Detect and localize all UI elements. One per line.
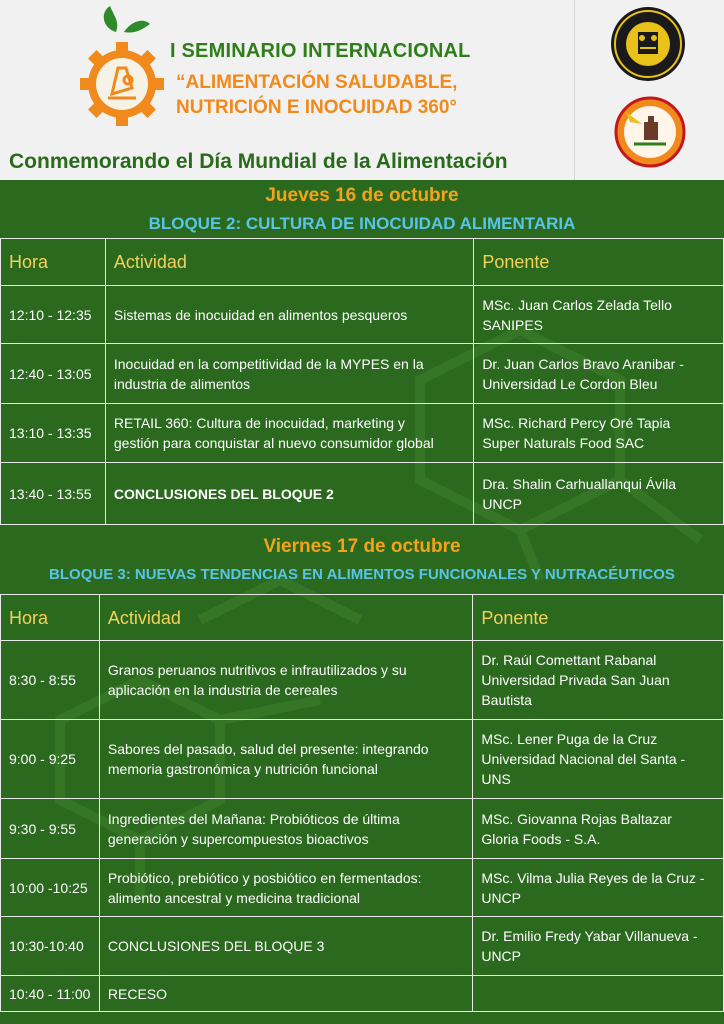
col-header-ponente: Ponente bbox=[473, 595, 724, 641]
col-header-ponente: Ponente bbox=[474, 239, 724, 286]
header-divider bbox=[574, 0, 575, 180]
col-header-actividad: Actividad bbox=[99, 595, 472, 641]
row-time: 9:30 - 9:55 bbox=[1, 799, 100, 859]
day1-date: Jueves 16 de octubre bbox=[265, 185, 459, 206]
row-speaker: Dr. Raúl Comettant Rabanal Universidad Privada San Juan Bautista bbox=[473, 641, 724, 720]
seminar-title: I SEMINARIO INTERNACIONAL bbox=[170, 40, 471, 62]
row-activity: CONCLUSIONES DEL BLOQUE 2 bbox=[105, 463, 473, 525]
row-time: 13:40 - 13:55 bbox=[1, 463, 106, 525]
day1-block-title: BLOQUE 2: CULTURA DE INOCUIDAD ALIMENTARIA bbox=[148, 214, 576, 233]
header-banner bbox=[0, 0, 724, 180]
row-speaker: Dr. Juan Carlos Bravo Aranibar - Universidad Le Cordon Bleu bbox=[474, 344, 724, 404]
table-row bbox=[1, 286, 724, 344]
row-time: 12:40 - 13:05 bbox=[1, 344, 106, 404]
table-row bbox=[1, 976, 724, 1012]
table-row bbox=[1, 859, 724, 917]
row-speaker: Dr. Emilio Fredy Yabar Villanueva - UNCP bbox=[473, 917, 724, 976]
row-speaker: MSc. Richard Percy Oré Tapia Super Naturals Food SAC bbox=[474, 404, 724, 463]
row-speaker bbox=[473, 976, 724, 1012]
row-time: 9:00 - 9:25 bbox=[1, 720, 100, 799]
row-time: 10:00 -10:25 bbox=[1, 859, 100, 917]
row-time: 10:30-10:40 bbox=[1, 917, 100, 976]
table-row bbox=[1, 463, 724, 525]
row-speaker: Dra. Shalin Carhuallanqui Ávila UNCP bbox=[474, 463, 724, 525]
commemoration-subtitle: Conmemorando el Día Mundial de la Alimentación bbox=[9, 150, 508, 173]
university-seal bbox=[610, 6, 686, 82]
row-activity: CONCLUSIONES DEL BLOQUE 3 bbox=[99, 917, 472, 976]
table-row bbox=[1, 344, 724, 404]
col-header-actividad: Actividad bbox=[105, 239, 473, 286]
row-activity: Sistemas de inocuidad en alimentos pesqueros bbox=[105, 286, 473, 344]
seminar-theme-line2: NUTRICIÓN E INOCUIDAD 360° bbox=[176, 97, 458, 118]
row-time: 8:30 - 8:55 bbox=[1, 641, 100, 720]
row-activity: RETAIL 360: Cultura de inocuidad, marketing y gestión para conquistar al nuevo consumidor global bbox=[105, 404, 473, 463]
row-activity: RECESO bbox=[99, 976, 472, 1012]
row-speaker: MSc. Lener Puga de la Cruz Universidad Nacional del Santa - UNS bbox=[473, 720, 724, 799]
col-header-hora: Hora bbox=[1, 595, 100, 641]
row-time: 10:40 - 11:00 bbox=[1, 976, 100, 1012]
row-activity: Ingredientes del Mañana: Probióticos de última generación y supercompuestos bioactivos bbox=[99, 799, 472, 859]
day2-date: Viernes 17 de octubre bbox=[263, 536, 461, 557]
row-speaker: MSc. Vilma Julia Reyes de la Cruz - UNCP bbox=[473, 859, 724, 917]
row-time: 12:10 - 12:35 bbox=[1, 286, 106, 344]
row-speaker: MSc. Juan Carlos Zelada Tello SANIPES bbox=[474, 286, 724, 344]
seminar-theme-line1: “ALIMENTACIÓN SALUDABLE, bbox=[176, 72, 458, 93]
row-activity: Sabores del pasado, salud del presente: integrando memoria gastronómica y nutrición funcional bbox=[99, 720, 472, 799]
table-row bbox=[1, 404, 724, 463]
row-speaker: MSc. Giovanna Rojas Baltazar Gloria Foods - S.A. bbox=[473, 799, 724, 859]
seminar-logo bbox=[80, 2, 164, 126]
table-row bbox=[1, 720, 724, 799]
row-activity: Inocuidad en la competitividad de la MYPES en la industria de alimentos bbox=[105, 344, 473, 404]
row-activity: Probiótico, prebiótico y posbiótico en fermentados: alimento ancestral y medicina tradicional bbox=[99, 859, 472, 917]
row-time: 13:10 - 13:35 bbox=[1, 404, 106, 463]
col-header-hora: Hora bbox=[1, 239, 106, 286]
day1-schedule-table bbox=[0, 238, 724, 525]
table-header-row bbox=[1, 595, 724, 641]
faculty-seal bbox=[612, 92, 688, 172]
day2-schedule-table bbox=[0, 594, 724, 1012]
seminar-theme bbox=[176, 70, 457, 120]
table-row bbox=[1, 799, 724, 859]
day2-block-title: BLOQUE 3: NUEVAS TENDENCIAS EN ALIMENTOS FUNCIONALES Y NUTRACÉUTICOS bbox=[49, 566, 675, 583]
row-activity: Granos peruanos nutritivos e infrautilizados y su aplicación en la industria de cereales bbox=[99, 641, 472, 720]
table-row bbox=[1, 641, 724, 720]
table-row bbox=[1, 917, 724, 976]
table-header-row bbox=[1, 239, 724, 286]
